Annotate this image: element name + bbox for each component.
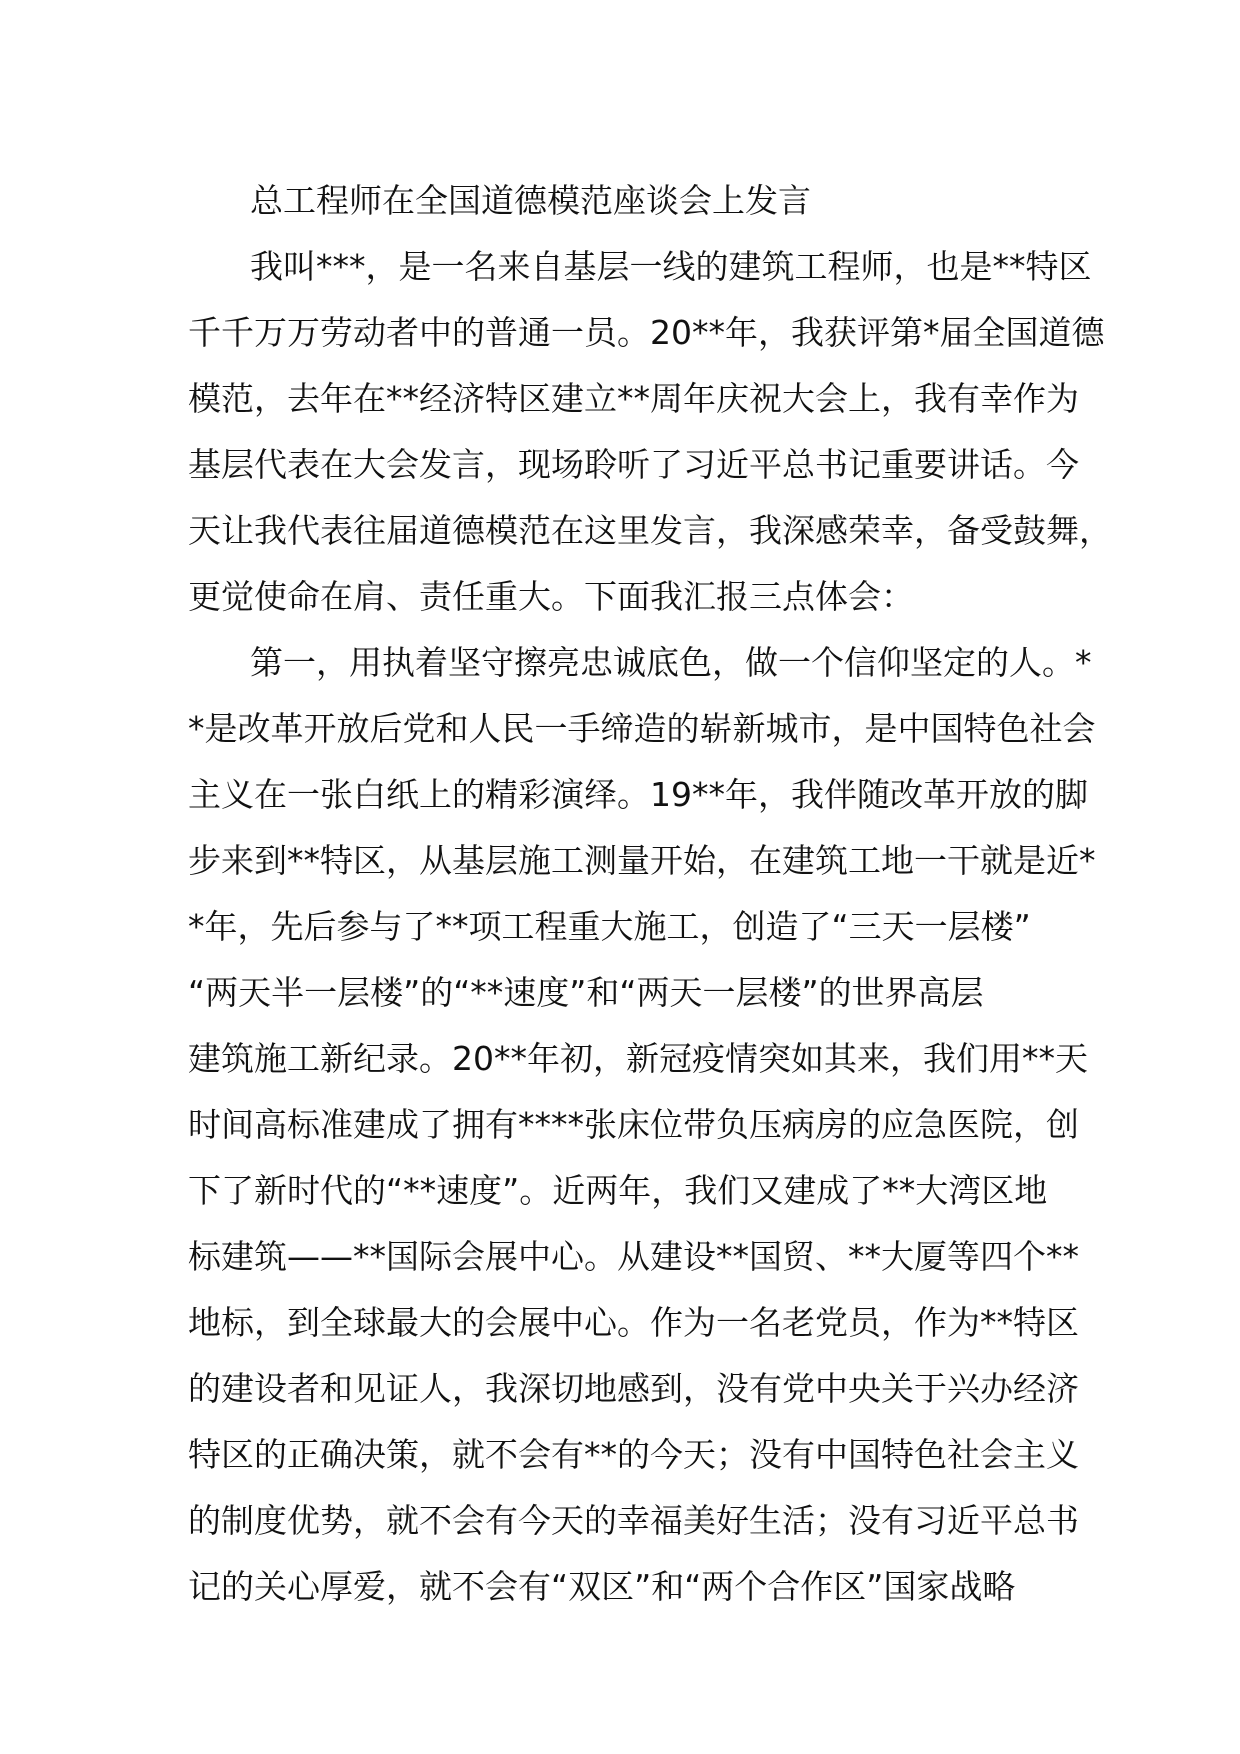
paragraph-line: *是改革开放后党和人民一手缔造的崭新城市，是中国特色社会 [188, 709, 1096, 748]
paragraph-line: 记的关心厚爱，就不会有“双区”和“两个合作区”国家战略 [188, 1567, 1016, 1606]
paragraph-line: 下了新时代的“**速度”。近两年，我们又建成了**大湾区地 [188, 1171, 1048, 1210]
paragraph-line: 的建设者和见证人，我深切地感到，没有党中央关于兴办经济 [188, 1369, 1079, 1408]
paragraph-line: 标建筑——**国际会展中心。从建设**国贸、**大厦等四个** [188, 1237, 1079, 1276]
paragraph-line: 更觉使命在肩、责任重大。下面我汇报三点体会： [188, 577, 914, 616]
paragraph-line: 地标，到全球最大的会展中心。作为一名老党员，作为**特区 [188, 1303, 1079, 1342]
document-body [188, 168, 1112, 1620]
paragraph-line: 建筑施工新纪录。20**年初，新冠疫情突如其来，我们用**天 [188, 1039, 1088, 1078]
paragraph-line: 千千万万劳动者中的普通一员。20**年，我获评第*届全国道德 [188, 313, 1105, 352]
paragraph-line: 时间高标准建成了拥有****张床位带负压病房的应急医院，创 [188, 1105, 1079, 1144]
paragraph-line: 步来到**特区，从基层施工测量开始，在建筑工地一干就是近* [188, 841, 1096, 880]
paragraph-line: 特区的正确决策，就不会有**的今天；没有中国特色社会主义 [188, 1435, 1079, 1474]
paragraph-line: 我叫***，是一名来自基层一线的建筑工程师，也是**特区 [250, 247, 1092, 286]
paragraph-line: 天让我代表往届道德模范在这里发言，我深感荣幸，备受鼓舞， [188, 511, 1112, 550]
paragraph-line: *年，先后参与了**项工程重大施工，创造了“三天一层楼” [188, 907, 1031, 946]
paragraph-line: 的制度优势，就不会有今天的幸福美好生活；没有习近平总书 [188, 1501, 1079, 1540]
paragraph-line: 第一，用执着坚守擦亮忠诚底色，做一个信仰坚定的人。* [250, 643, 1092, 682]
paragraph-line: 模范，去年在**经济特区建立**周年庆祝大会上，我有幸作为 [188, 379, 1079, 418]
paragraph-line: “两天半一层楼”的“**速度”和“两天一层楼”的世界高层 [188, 973, 984, 1012]
paragraph-line: 基层代表在大会发言，现场聆听了习近平总书记重要讲话。今 [188, 445, 1079, 484]
document-title: 总工程师在全国道德模范座谈会上发言 [250, 181, 811, 220]
paragraph-line: 主义在一张白纸上的精彩演绎。19**年，我伴随改革开放的脚 [188, 775, 1088, 814]
